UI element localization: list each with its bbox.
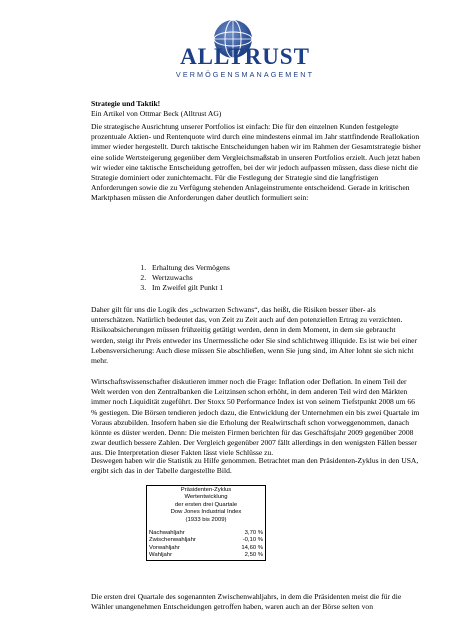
paragraph-5 bbox=[91, 592, 421, 612]
logo-subtitle: VERMÖGENSMANAGEMENT bbox=[175, 70, 315, 79]
table-heading-line: (1933 bis 2009) bbox=[185, 516, 227, 523]
row-value: 3,70 % bbox=[244, 530, 263, 537]
paragraph-text: Die ersten drei Quartale des sogenannten Zwischenwahljahrs, in dem die Präsidenten meist die für die Wähler unangenehmen Entscheidungen getroffen haben, waren auch an der Börse selten von bbox=[91, 592, 402, 612]
paragraph-text: Deswegen haben wir die Statistik zu Hilfe genommen. Betrachtet man den Präsidenten-Zyklus in den USA, ergibt sich das in der Tabelle dargestellte Bild. bbox=[91, 456, 419, 476]
paragraph-text: Die strategische Ausrichtung unserer Portfolios ist einfach: Die für den einzelnen Kunden festgelegte prozentuale Aktien- und Rentenquote wird durch eine mindestens einmal im Jahr stattfindende Reallokation immer wieder hergestellt. Durch taktische Entscheidungen haben wir im Rahmen der Gesamtstrategie bisher eine solide Wertsteigerung gegenüber dem Vergleichsmaßstab in unseren Portfolios erzielt. Auch jetzt haben wir wieder eine taktische Entscheidung getroffen, bei der wir jedoch aufpassen müssen, dass diese nicht die Strategie dominiert oder zunichtemacht. Für die Festlegung der Strategie sind die langfristigen Anforderungen sowie die zu Verfügung stehenden Anlageinstrumente entscheidend. Gerade in kritischen Marktphasen müssen die Anforderungen daher deutlich formuliert sein: bbox=[91, 122, 421, 203]
row-label: Wahljahr bbox=[149, 552, 173, 559]
row-label: Vorwahljahr bbox=[149, 544, 180, 551]
row-label: Nachwahljahr bbox=[149, 530, 185, 537]
table-heading-line: der ersten drei Quartale bbox=[174, 501, 238, 508]
paragraph-text: Daher gilt für uns die Logik des „schwarzen Schwans“, das heißt, die Risiken besser über- als unterschätzen. Natürlich bedeutet das, von Zeit zu Zeit auch auf den potenziellen Ertrag zu verzichten. Risikoabsicherungen müssen frühzeitig getätigt werden, denn in dem Moment, in dem sie gebraucht werden, steigt ihr Preis entweder ins Unermessliche oder Sie sind schlichtweg illiquide. Es ist wie bei einer Lebensversicherung: Auch diese müssen Sie abschließen, wenn Sie jung sind, im Alter lohnt sie sich nicht mehr. bbox=[91, 305, 418, 366]
article-title: Strategie und Taktik! bbox=[91, 99, 161, 108]
table-row bbox=[147, 537, 265, 544]
table-row bbox=[147, 530, 265, 537]
paragraph-text: Wirtschaftswissenschafter diskutieren immer noch die Frage: Inflation oder Deflation. In einem Teil der Welt werden von den Zentralbanken die Leitzinsen schon erhöht, in dem anderen Teil wird den Märkten immer noch Liquidität zugeführt. Der Stoxx 50 Performance Index ist von seinem Tiefstpunkt 2008 um 66 % gestiegen. Die Börsen tendieren jedoch dazu, die Entwicklung der Unternehmen ein bis zwei Quartale im Voraus abzubilden. Insofern haben sie die Erholung der Realwirtschaft schon vorweggenommen, danach könnte es düster werden. Denn: Die meisten Firmen berichten für das Geschäftsjahr 2009 gegenüber 2008 zwar deutlich bessere Zahlen. Der Vergleich gegenüber 2007 fällt allerdings in den wenigsten Fällen besser aus. Die Interpretation dieser Fakten lässt viele Schlüsse zu. bbox=[91, 377, 420, 458]
row-value: -0,10 % bbox=[242, 537, 263, 544]
paragraph-3 bbox=[91, 377, 421, 459]
paragraph-2 bbox=[91, 305, 421, 366]
list-item: 2. Wertzuwachs bbox=[148, 273, 330, 283]
article-header bbox=[91, 99, 421, 119]
table-row bbox=[147, 552, 265, 559]
table-heading-line: Wertentwicklung bbox=[184, 494, 228, 501]
table-heading bbox=[147, 487, 265, 524]
table-heading-line: Präsidenten-Zyklus bbox=[180, 487, 232, 493]
presidential-cycle-table bbox=[146, 485, 266, 561]
article-byline: Ein Artikel von Ottmar Beck (Alltrust AG) bbox=[91, 109, 222, 119]
row-value: 2,50 % bbox=[244, 552, 263, 559]
table-row bbox=[147, 545, 265, 552]
alltrust-logo bbox=[160, 18, 330, 88]
logo-name: ALLTRUST bbox=[180, 44, 310, 69]
row-label: Zwischenwahljahr bbox=[149, 537, 196, 544]
list-item: 3. Im Zweifel gilt Punkt 1 bbox=[148, 283, 330, 293]
requirements-list bbox=[130, 263, 330, 294]
row-value: 14,60 % bbox=[241, 544, 263, 551]
list-item: 1. Erhaltung des Vermögens bbox=[148, 263, 330, 273]
paragraph-1 bbox=[91, 122, 421, 204]
paragraph-4 bbox=[91, 456, 421, 476]
table-heading-line: Dow Jones Industrial Index bbox=[170, 509, 242, 516]
